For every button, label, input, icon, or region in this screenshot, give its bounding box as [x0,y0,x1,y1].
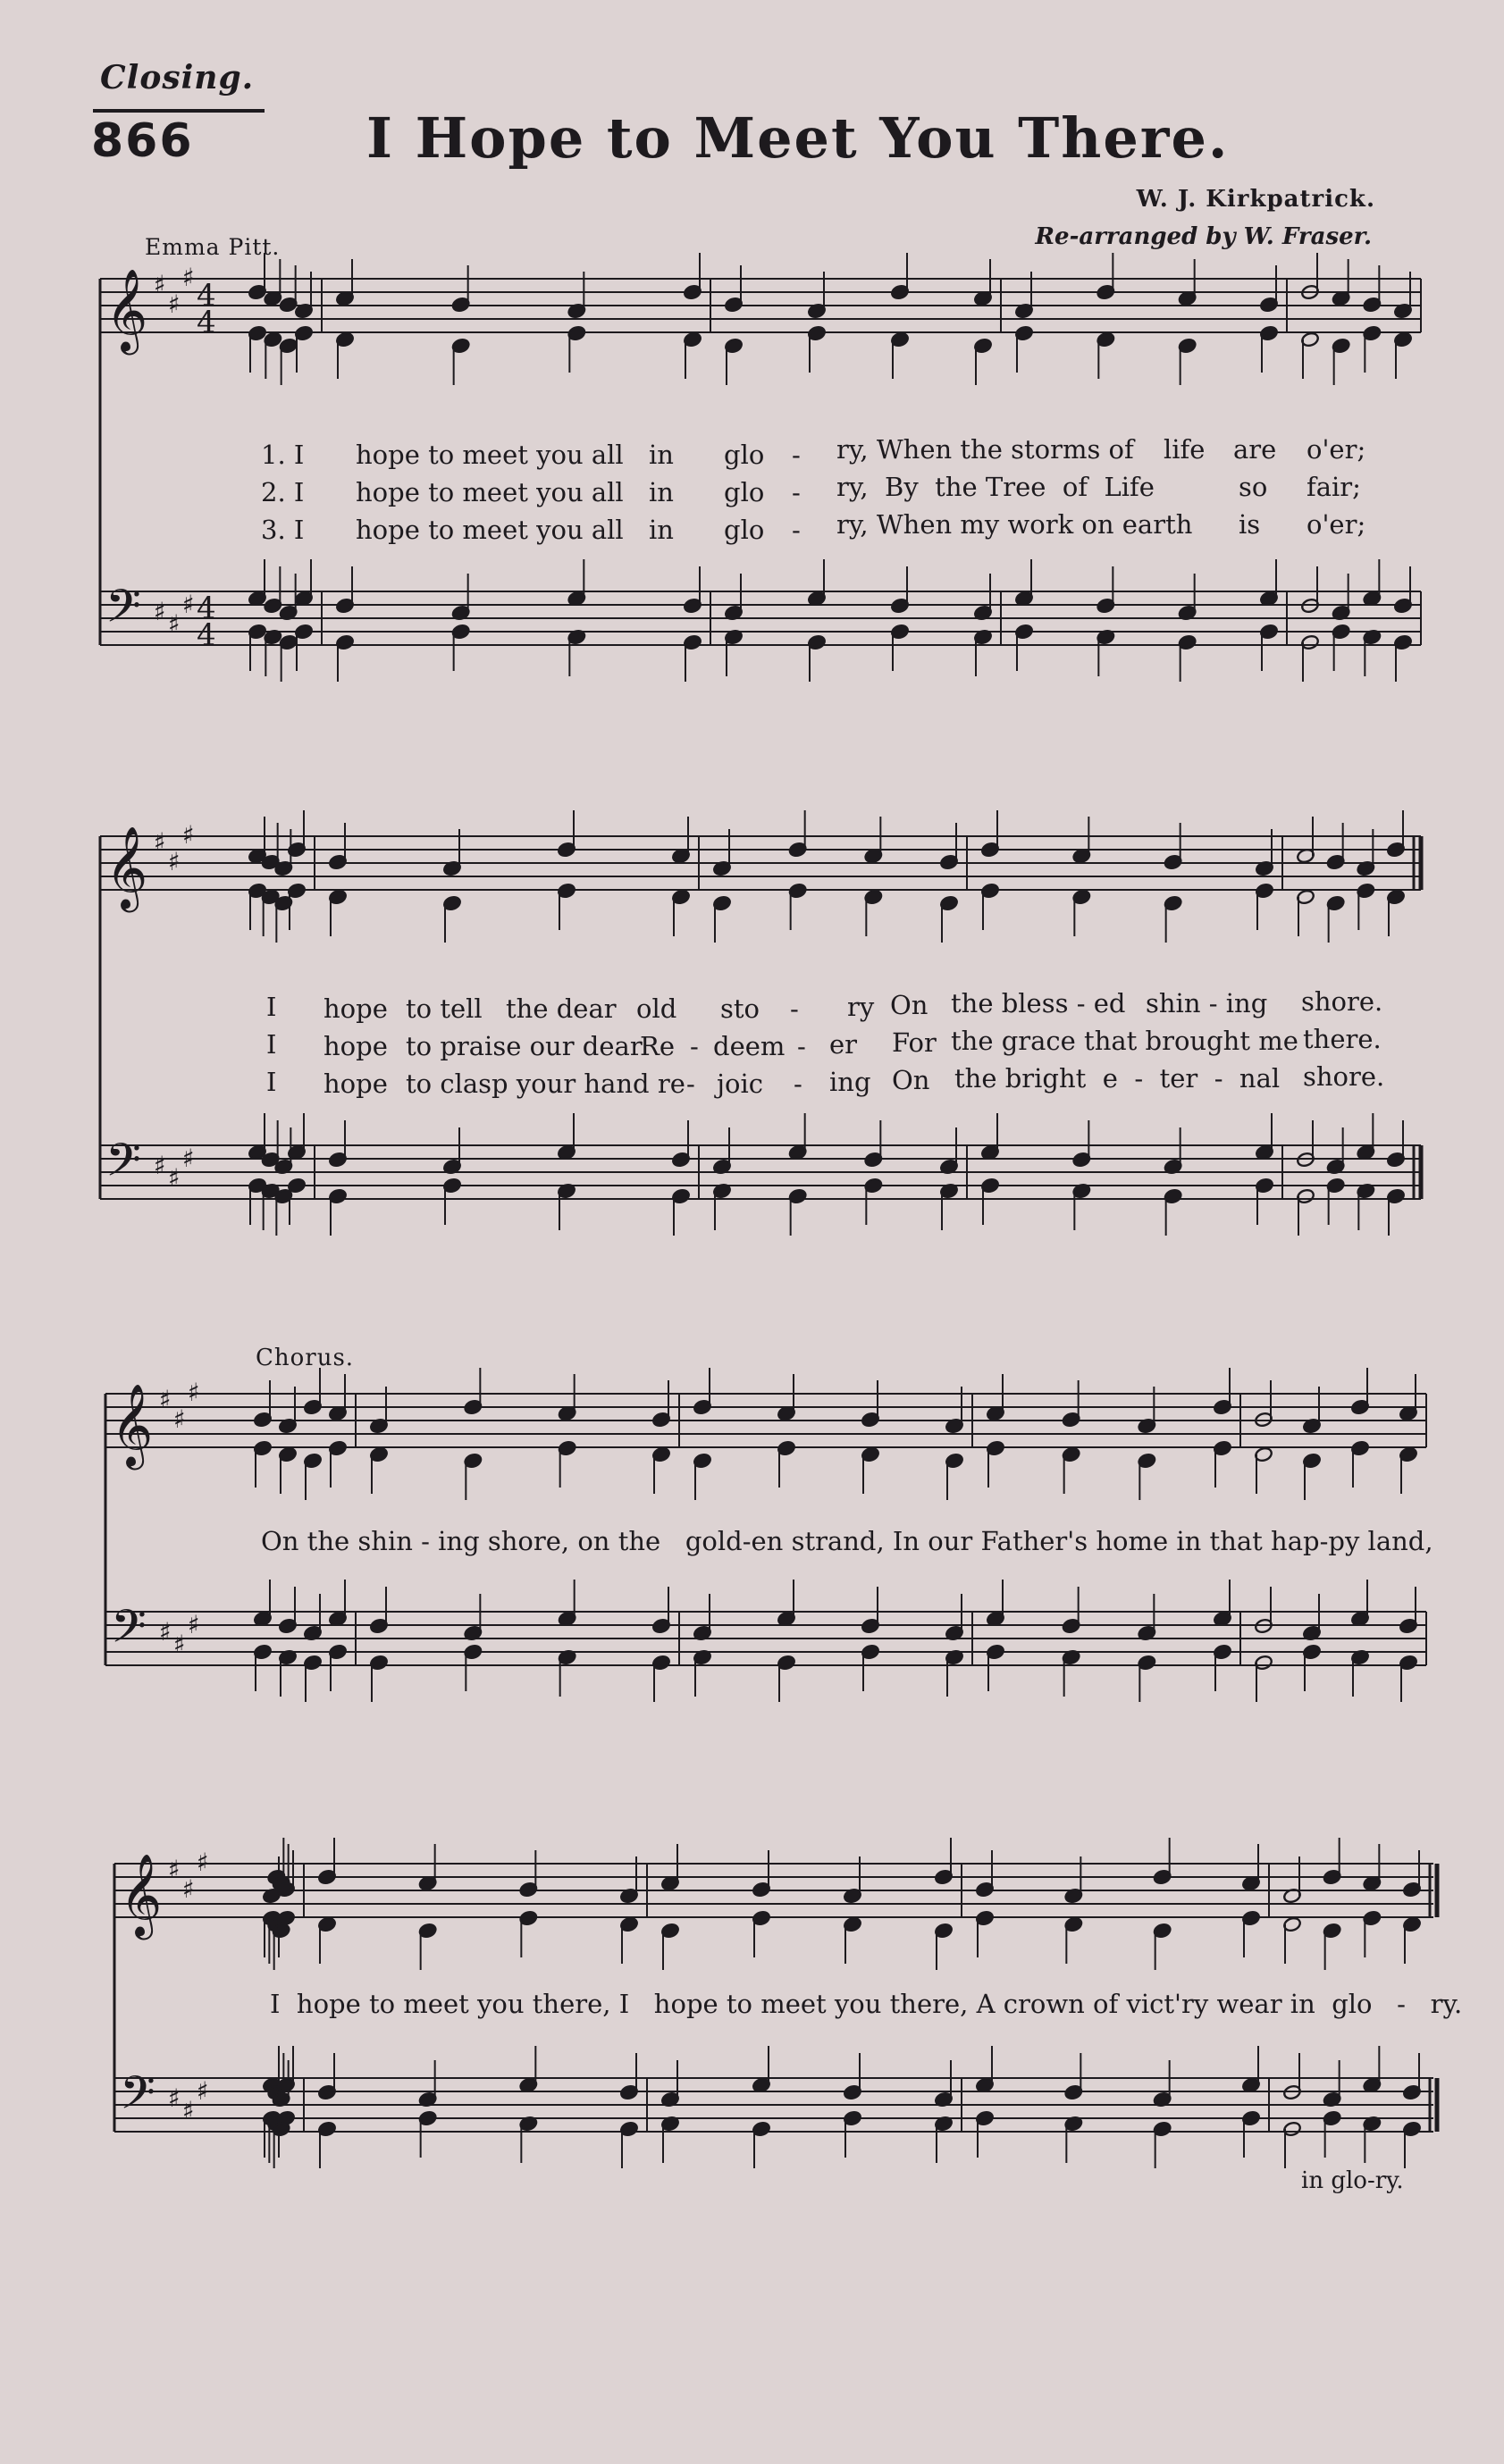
lyric-v2-b: hope to meet you all [356,477,624,507]
system-4-treble-sharp-icon: ♯ [168,1855,181,1884]
arranger-credit: Re-arranged by W. Fraser. [1035,223,1372,250]
lyric-v1-b: hope to meet you all [356,440,624,470]
system-4-bass-sharp-icon: ♯ [197,2076,209,2106]
lyric-v1-t: shin - ing [1146,988,1268,1018]
system-3-treble-sharp-icon: ♯ [159,1385,172,1414]
lyric-v3-d: glo [724,515,765,545]
system-4-bass-sharp-icon: ♯ [182,2096,195,2125]
chorus-lyric-2: I hope to meet you there, I hope to meet you there, A crown of vict'ry wear in glo - ry. [270,1989,1463,2019]
system-2-treble-sharp-icon: ♯ [154,827,166,857]
system-2-treble-clef-icon: 𝄞 [105,826,148,909]
lyric-v3-n: joic [717,1069,763,1099]
lyric-v1-a: 1. I [261,440,305,470]
lyric-v1-n: old [636,993,677,1024]
lyric-v2-f: ry, By the Tree of Life [836,472,1155,502]
composer-credit: W. J. Kirkpatrick. [1136,186,1375,213]
lyric-v2-d: glo [724,477,765,507]
system-1-time-signature: 4 [197,278,216,314]
system-1-bass-sharp-icon: ♯ [168,609,181,639]
hymn-title: I Hope to Meet You There. [366,105,1230,171]
lyric-v1-l: to tell [406,993,483,1024]
lyric-v1-f: ry, When the storms of [836,434,1134,465]
lyric-v3-b: hope to meet you all [356,515,624,545]
system-1-time-signature: 4 [197,617,216,653]
system-1-time-signature: 4 [197,591,216,626]
lyric-v3-e: - [792,515,801,545]
system-2-treble-sharp-icon: ♯ [182,820,195,850]
lyric-v2-l: to praise our dear [406,1031,643,1061]
lyric-v1-m: the dear [506,993,617,1024]
lyric-v1-e: - [792,440,801,470]
lyric-v3-k: hope [323,1069,388,1099]
system-1-bass-sharp-icon: ♯ [154,597,166,626]
lyric-v1-r: On [890,990,928,1020]
lyric-v3-l: to clasp your hand re [406,1069,685,1099]
author-credit: Emma Pitt. [145,234,281,260]
system-2-bass-clef-icon: 𝄢 [105,1133,141,1198]
lyric-v2-q: er [829,1029,858,1060]
system-3-treble-sharp-icon: ♯ [188,1378,200,1407]
lyric-v2-c: in [649,477,674,507]
system-2-bass-sharp-icon: ♯ [154,1151,166,1180]
lyric-v2-n: - [690,1031,699,1061]
system-1-time-signature: 4 [197,305,216,340]
lyric-v3-a: 3. I [261,515,305,545]
lyric-v1-i: o'er; [1307,434,1366,465]
lyric-v3-g: is [1239,509,1261,540]
system-3-bass-sharp-icon: ♯ [159,1617,172,1647]
system-1-treble-sharp-icon: ♯ [154,270,166,299]
section-label: Closing. [100,59,255,96]
lyric-v3-o: - [794,1069,802,1099]
lyric-v2-r: For [892,1027,937,1058]
system-4-bass-clef-icon: 𝄢 [120,2066,155,2131]
lyric-v2-o: deem [713,1031,786,1061]
lyric-v3-q: On [892,1065,930,1095]
lyric-v1-g: life [1164,434,1206,465]
system-1-treble-sharp-icon: ♯ [168,289,181,319]
system-3-bass-sharp-icon: ♯ [188,1610,200,1639]
system-2-bass-sharp-icon: ♯ [168,1163,181,1193]
hymn-number: 866 [91,114,194,168]
lyric-v2-k: hope [323,1031,388,1061]
lyric-v1-s: the bless - ed [951,988,1126,1018]
system-1-treble-clef-icon: 𝄞 [105,268,148,351]
system-3-treble-clef-icon: 𝄞 [111,1383,154,1466]
lyric-v2-j: I [266,1029,277,1060]
lyric-v1-u: shore. [1301,986,1383,1017]
lyric-v1-d: glo [724,440,765,470]
system-4-bass-sharp-icon: ♯ [168,2083,181,2113]
system-4-treble-sharp-icon: ♯ [182,1874,195,1904]
system-3-bass-clef-icon: 𝄢 [111,1599,147,1664]
chorus-lyric-1: On the shin - ing shore, on the gold-en strand, In our Father's home in that hap-py land, [261,1526,1433,1556]
lyric-v1-h: are [1233,434,1277,465]
system-1-treble-sharp-icon: ♯ [182,263,195,292]
lyric-v3-m: - [686,1069,695,1099]
system-4-treble-clef-icon: 𝄞 [120,1853,163,1936]
lyric-v1-o: sto [720,993,760,1024]
lyric-v2-a: 2. I [261,477,305,507]
lyric-v2-s: the grace that brought me [951,1026,1298,1056]
system-2-treble-sharp-icon: ♯ [168,847,181,876]
lyric-v1-k: hope [323,993,388,1024]
system-1-bass-clef-icon: 𝄢 [105,579,141,644]
system-4-treble-sharp-icon: ♯ [197,1848,209,1877]
lyric-v2-e: - [792,477,801,507]
lyric-v2-t: there. [1303,1024,1382,1054]
lyric-v3-h: o'er; [1307,509,1366,540]
lyric-v3-r: the bright e - ter - nal [954,1063,1281,1094]
bass-lyric-tag: in glo-ry. [1301,2167,1404,2194]
lyric-v1-j: I [266,992,277,1022]
lyric-v3-f: ry, When my work on earth [836,509,1193,540]
lyric-v2-g: so [1239,472,1268,502]
lyric-v3-p: ing [829,1067,871,1097]
lyric-v2-h: fair; [1307,472,1361,502]
lyric-v1-q: ry [847,992,875,1022]
system-3-treble-sharp-icon: ♯ [173,1404,186,1434]
lyric-v3-j: I [266,1067,277,1097]
lyric-v2-m: Re [640,1031,675,1061]
lyric-v2-p: - [797,1031,806,1061]
system-2-bass-sharp-icon: ♯ [182,1144,195,1173]
system-3-bass-sharp-icon: ♯ [173,1630,186,1659]
lyric-v1-c: in [649,440,674,470]
chorus-label: Chorus. [256,1345,355,1371]
lyric-v3-s: shore. [1303,1061,1385,1092]
lyric-v1-p: - [790,993,799,1024]
lyric-v3-c: in [649,515,674,545]
system-1-bass-sharp-icon: ♯ [182,590,195,619]
